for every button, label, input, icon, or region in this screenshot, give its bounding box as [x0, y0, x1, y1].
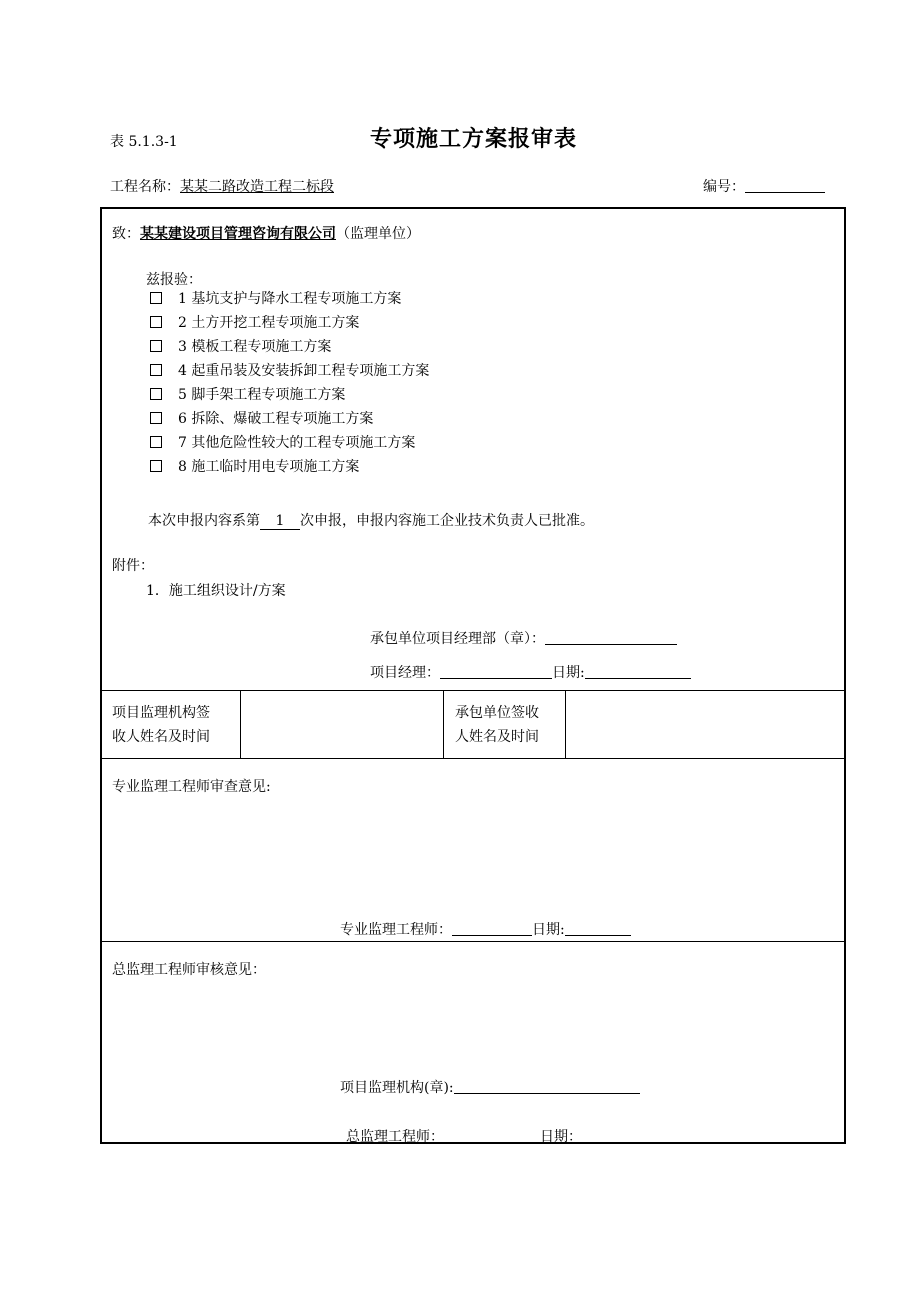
- chief-engineer-blank[interactable]: [444, 1128, 540, 1143]
- project-label: 工程名称：: [110, 179, 180, 195]
- checkbox[interactable]: [150, 292, 162, 304]
- project-name-row: [110, 176, 334, 196]
- contractor-receipt-label: 承包单位签收 人姓名及时间: [455, 705, 539, 745]
- checklist-item: 1 基坑支护与降水工程专项施工方案: [150, 291, 429, 315]
- supervisor-org-seal-line: 项目监理机构(章):: [340, 1077, 640, 1097]
- addressee-prefix: 致：: [112, 226, 140, 242]
- submission-intro: 兹报验：: [146, 272, 202, 288]
- supervisor-receipt-label: 项目监理机构签 收人姓名及时间: [112, 705, 210, 745]
- chief-signature-line: 总监理工程师： 日期：: [346, 1126, 646, 1146]
- submission-count-line: 本次申报内容系第 1 次申报，申报内容施工企业技术负责人已批准。: [148, 513, 594, 529]
- contractor-seal-blank[interactable]: [545, 630, 677, 645]
- checkbox[interactable]: [150, 340, 162, 352]
- project-name: 某某二路改造工程二标段: [180, 179, 334, 195]
- addressee-line: [112, 223, 420, 243]
- checklist-item: 6 拆除、爆破工程专项施工方案: [150, 411, 429, 435]
- checklist-item: 5 脚手架工程专项施工方案: [150, 387, 429, 411]
- specialist-review-title: 专业监理工程师审查意见:: [112, 779, 271, 795]
- checkbox[interactable]: [150, 364, 162, 376]
- contractor-seal-line: 承包单位项目经理部（章）：: [370, 628, 677, 648]
- checkbox[interactable]: [150, 316, 162, 328]
- addressee-suffix: （监理单位）: [336, 226, 420, 242]
- serial-number-row: [703, 176, 825, 196]
- project-manager-line: 项目经理： 日期:: [370, 662, 691, 682]
- specialist-engineer-blank[interactable]: [452, 921, 532, 936]
- attachment-item: 1．施工组织设计/方案: [146, 583, 286, 599]
- checklist-item: 3 模板工程专项施工方案: [150, 339, 429, 363]
- divider: [102, 758, 844, 759]
- form-number: 表 5.1.3-1: [110, 134, 178, 150]
- attachment-label: 附件：: [112, 558, 154, 574]
- checklist-item: 8 施工临时用电专项施工方案: [150, 459, 429, 483]
- checkbox[interactable]: [150, 388, 162, 400]
- project-manager-blank[interactable]: [440, 664, 552, 679]
- pm-date-blank[interactable]: [585, 664, 691, 679]
- divider: [102, 941, 844, 942]
- contractor-receipt-field[interactable]: [566, 691, 844, 757]
- specialist-date-blank[interactable]: [565, 921, 631, 936]
- specialist-signature-line: 专业监理工程师： 日期:: [340, 919, 631, 939]
- plan-checklist: [150, 291, 429, 483]
- serial-label: 编号：: [703, 179, 745, 195]
- chief-date-blank[interactable]: [582, 1128, 646, 1143]
- checklist-item: 7 其他危险性较大的工程专项施工方案: [150, 435, 429, 459]
- checklist-item: 4 起重吊装及安装拆卸工程专项施工方案: [150, 363, 429, 387]
- divider: [443, 690, 444, 758]
- serial-number-blank[interactable]: [745, 178, 825, 193]
- checkbox[interactable]: [150, 460, 162, 472]
- supervisor-receipt-field[interactable]: [241, 691, 442, 757]
- checkbox[interactable]: [150, 436, 162, 448]
- page-title: 专项施工方案报审表: [370, 127, 578, 152]
- supervisor-org-seal-blank[interactable]: [454, 1079, 640, 1094]
- form-table: [100, 207, 846, 1144]
- chief-review-title: 总监理工程师审核意见：: [112, 962, 266, 978]
- checkbox[interactable]: [150, 412, 162, 424]
- supervisor-org: 某某建设项目管理咨询有限公司: [140, 226, 336, 242]
- submission-count[interactable]: 1: [260, 513, 300, 530]
- checklist-item: 2 土方开挖工程专项施工方案: [150, 315, 429, 339]
